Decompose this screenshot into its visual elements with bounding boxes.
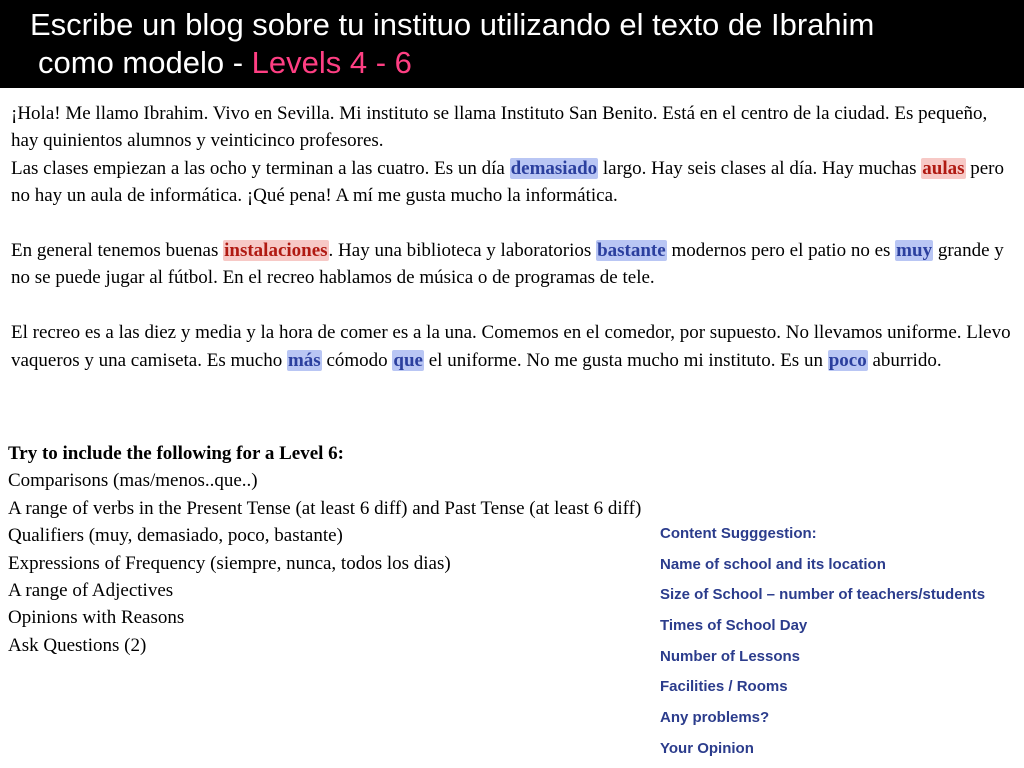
title-bar — [0, 0, 1024, 88]
paragraph-gap — [11, 210, 1016, 237]
paragraph-2 — [11, 155, 1016, 210]
highlighted-word: poco — [828, 349, 867, 371]
suggestion-item: Your Opinion — [660, 739, 754, 757]
paragraph-gap — [11, 292, 1016, 319]
criteria-item: Qualifiers (muy, demasiado, poco, bastante) — [8, 525, 343, 547]
suggestions-heading: Content Sugggestion: — [660, 525, 817, 542]
criteria-item: A range of Adjectives — [8, 580, 174, 602]
levels-label: Levels 4 - 6 — [251, 45, 412, 80]
highlighted-word: más — [287, 349, 321, 371]
text-segment: ¡Hola! Me llamo Ibrahim. Vivo en Sevilla. Mi instituto se llama Instituto San Benito. Está en el centro de la ciudad. Es pequeño, hay quinientos alumnos y veinticinco profesores. — [11, 103, 988, 152]
text-segment: el uniforme. No me gusta mucho mi instituto. Es un — [423, 349, 828, 371]
suggestion-item: Any problems? — [660, 709, 770, 727]
text-segment: modernos pero el patio no es — [666, 240, 896, 262]
suggestion-item: Facilities / Rooms — [660, 678, 788, 696]
title-line-2 — [30, 44, 1010, 82]
criteria-item: Opinions with Reasons — [8, 607, 185, 629]
suggestion-item: Times of School Day — [660, 617, 808, 635]
title-line-2-text: como modelo - — [38, 45, 252, 80]
paragraph-4 — [11, 319, 1016, 374]
paragraph-3 — [11, 237, 1016, 292]
content-suggestions — [660, 523, 1024, 768]
highlighted-word: bastante — [597, 240, 666, 262]
text-segment: aburrido. — [867, 349, 942, 371]
text-segment: cómodo — [321, 349, 393, 371]
text-segment: largo. Hay seis clases al día. Hay muchas — [598, 157, 922, 179]
model-text — [11, 100, 1016, 374]
text-segment: En general tenemos buenas — [11, 240, 224, 262]
criteria-item: Comparisons (mas/menos..que..) — [8, 470, 258, 492]
criteria-item: Expressions of Frequency (siempre, nunca, todos los dias) — [8, 552, 451, 574]
title-line-1: Escribe un blog sobre tu instituo utilizando el texto de Ibrahim — [30, 7, 875, 42]
highlighted-word: aulas — [922, 157, 965, 179]
text-segment: El recreo es a las diez y media y la hora de comer es a la una. Comemos en el comedor, por supuesto. No llevamos uniforme. Llevo vaqueros y una camiseta. Es mucho — [11, 322, 1011, 371]
slide-title — [30, 6, 1010, 82]
highlighted-word: instalaciones — [224, 240, 328, 262]
criteria-item: Ask Questions (2) — [8, 634, 147, 656]
text-segment: grande y no se puede jugar al fútbol. En el recreo hablamos de música o de programas de tele. — [11, 240, 1004, 289]
text-segment: Las clases empiezan a las ocho y terminan a las cuatro. Es un día — [11, 157, 510, 179]
highlighted-word: muy — [896, 240, 933, 262]
suggestion-item: Number of Lessons — [660, 647, 801, 665]
highlighted-word: demasiado — [510, 157, 598, 179]
suggestion-item: Size of School – number of teachers/students — [660, 586, 986, 604]
criteria-item: A range of verbs in the Present Tense (at least 6 diff) and Past Tense (at least 6 diff) — [8, 497, 642, 519]
paragraph-1 — [11, 100, 1016, 155]
text-segment: . Hay una biblioteca y laboratorios — [328, 240, 597, 262]
text-segment: pero no hay un aula de informática. ¡Qué pena! A mí me gusta mucho la informática. — [11, 157, 1005, 207]
criteria-heading: Try to include the following for a Level 6: — [8, 443, 344, 464]
highlighted-word: que — [393, 349, 423, 371]
suggestion-item: Name of school and its location — [660, 555, 886, 573]
